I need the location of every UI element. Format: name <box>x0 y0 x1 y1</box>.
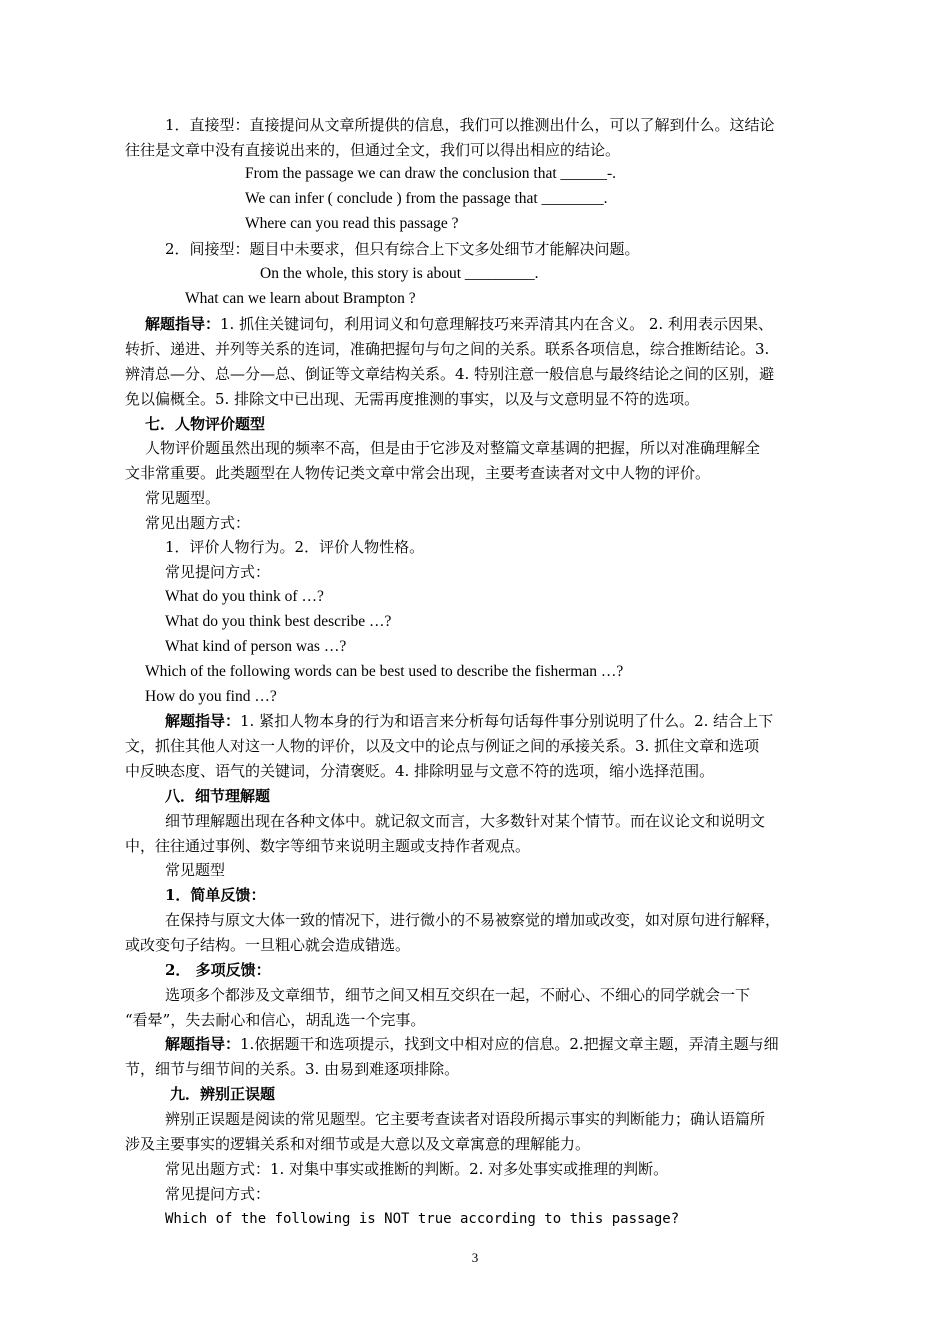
text-line: 免以偏概全。5. 排除文中已出现、无需再度推测的事实，以及与文意明显不符的选项。 <box>125 390 700 408</box>
section-heading: 七．人物评价题型 <box>145 415 266 433</box>
guidance-text: 1.依据题干和选项提示，找到文中相对应的信息。2.把握文章主题，弄清主题与细 <box>240 1035 779 1053</box>
text-line: 1．直接型：直接提问从文章所提供的信息，我们可以推测出什么，可以了解到什么。这结论 <box>165 116 775 134</box>
example-question: How do you find …? <box>145 688 277 705</box>
guidance-text: 1. 抓住关键词句，利用词义和句意理解技巧来弄清其内在含义。 2. 利用表示因果、 <box>220 315 773 333</box>
example-question: Which of the following is NOT true according to this passage? <box>165 1211 680 1227</box>
text-line: 或改变句子结构。一旦粗心就会造成错选。 <box>125 936 411 954</box>
example-question: On the whole, this story is about _________. <box>260 265 539 282</box>
guidance-line <box>165 1032 779 1056</box>
text-line: 转折、递进、并列等关系的连词，准确把握句与句之间的关系。联系各项信息，综合推断结论。3. <box>125 340 770 358</box>
guidance-label: 解题指导： <box>165 1035 241 1053</box>
guidance-label: 解题指导： <box>165 712 241 730</box>
text-line: 2．间接型：题目中未要求，但只有综合上下文多处细节才能解决问题。 <box>165 240 640 258</box>
text-line: 常见出题方式：1. 对集中事实或推断的判断。2. 对多处事实或推理的判断。 <box>165 1160 669 1178</box>
section-heading: 八．细节理解题 <box>165 787 271 805</box>
section-heading: 九．辨别正误题 <box>170 1085 276 1103</box>
text-line: 辨清总—分、总—分—总、倒证等文章结构关系。4. 特别注意一般信息与最终结论之间的区别，避 <box>125 365 775 383</box>
example-question: What do you think best describe …? <box>165 613 392 630</box>
example-question: Which of the following words can be best used to describe the fisherman …? <box>145 663 624 680</box>
page-number: 3 <box>471 1250 479 1265</box>
text-line: 细节理解题出现在各种文体中。就记叙文而言，大多数针对某个情节。而在议论文和说明文 <box>165 812 766 830</box>
text-line: 常见题型 <box>165 861 226 879</box>
text-line: “看晕”，失去耐心和信心，胡乱选一个完事。 <box>125 1011 426 1029</box>
example-question: What kind of person was …? <box>165 638 347 655</box>
text-line: 常见题型。 <box>145 489 221 507</box>
example-question: We can infer ( conclude ) from the passage that ________. <box>245 190 608 207</box>
text-line: 中反映态度、语气的关键词，分清褒贬。4. 排除明显与文意不符的选项，缩小选择范围。 <box>125 762 715 780</box>
text-line: 节，细节与细节间的关系。3. 由易到难逐项排除。 <box>125 1060 460 1078</box>
guidance-line <box>145 312 773 336</box>
subsection-heading: 1．简单反馈： <box>165 886 266 904</box>
example-question: What can we learn about Brampton ? <box>185 290 416 307</box>
subsection-heading: 2． 多项反馈： <box>165 961 271 979</box>
guidance-line <box>165 709 773 733</box>
example-question: What do you think of …? <box>165 588 324 605</box>
example-question: Where can you read this passage ? <box>245 215 459 232</box>
text-line: 选项多个都涉及文章细节，细节之间又相互交织在一起，不耐心、不细心的同学就会一下 <box>165 986 751 1004</box>
example-question: From the passage we can draw the conclusion that ______-. <box>245 165 617 182</box>
text-line: 常见提问方式： <box>165 1185 271 1203</box>
text-line: 中，往往通过事例、数字等细节来说明主题或支持作者观点。 <box>125 837 531 855</box>
guidance-text: 1. 紧扣人物本身的行为和语言来分析每句话每件事分别说明了什么。2. 结合上下 <box>240 712 774 730</box>
text-line: 常见提问方式： <box>165 563 271 581</box>
text-line: 人物评价题虽然出现的频率不高，但是由于它涉及对整篇文章基调的把握，所以对准确理解全 <box>145 439 761 457</box>
text-line: 文，抓住其他人对这一人物的评价，以及文中的论点与例证之间的承接关系。3. 抓住文章和选项 <box>125 737 760 755</box>
text-line: 文非常重要。此类题型在人物传记类文章中常会出现，主要考查读者对文中人物的评价。 <box>125 464 711 482</box>
text-line: 常见出题方式： <box>145 514 251 532</box>
guidance-label: 解题指导： <box>145 315 221 333</box>
text-line: 1．评价人物行为。2．评价人物性格。 <box>165 538 425 556</box>
text-line: 辨别正误题是阅读的常见题型。它主要考查读者对语段所揭示事实的判断能力；确认语篇所 <box>165 1110 766 1128</box>
text-line: 涉及主要事实的逻辑关系和对细节或是大意以及文章寓意的理解能力。 <box>125 1135 591 1153</box>
text-line: 在保持与原文大体一致的情况下，进行微小的不易被察觉的增加或改变，如对原句进行解释， <box>165 911 781 929</box>
text-line: 往往是文章中没有直接说出来的，但通过全文，我们可以得出相应的结论。 <box>125 141 621 159</box>
